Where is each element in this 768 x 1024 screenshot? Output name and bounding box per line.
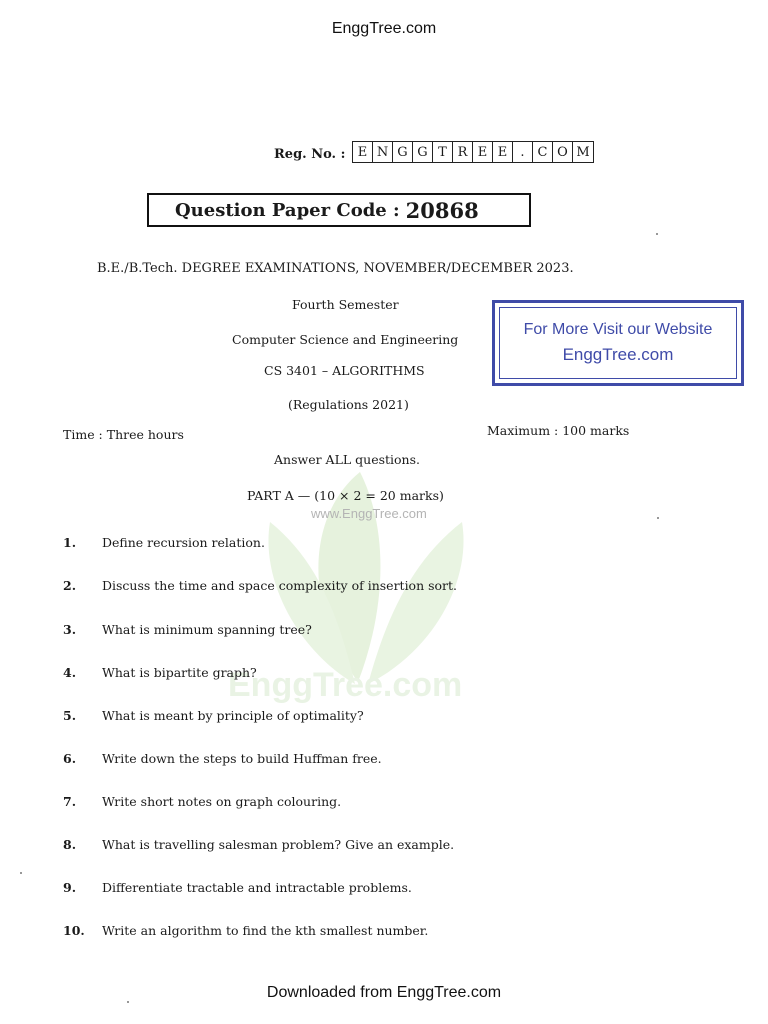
question-text: What is travelling salesman problem? Give an example. xyxy=(102,837,455,852)
question-item xyxy=(0,708,768,728)
scan-speck xyxy=(656,233,658,235)
regulations: (Regulations 2021) xyxy=(288,397,409,412)
time-allowed: Time : Three hours xyxy=(63,427,184,442)
reg-box: . xyxy=(513,142,533,162)
reg-box: R xyxy=(453,142,473,162)
question-number: 3. xyxy=(63,622,77,637)
question-number: 10. xyxy=(63,923,85,938)
reg-no-boxes xyxy=(352,141,594,163)
reg-box: T xyxy=(433,142,453,162)
question-item xyxy=(0,837,768,857)
question-number: 5. xyxy=(63,708,77,723)
reg-box: C xyxy=(533,142,553,162)
question-number: 2. xyxy=(63,578,77,593)
question-item xyxy=(0,794,768,814)
exam-title: B.E./B.Tech. DEGREE EXAMINATIONS, NOVEMBER/DECEMBER 2023. xyxy=(97,261,574,276)
question-text: Write an algorithm to find the kth smallest number. xyxy=(102,923,429,938)
question-item xyxy=(0,751,768,771)
promo-line-2: EnggTree.com xyxy=(562,345,674,364)
reg-box: N xyxy=(373,142,393,162)
watermark-big-text: EnggTree.com xyxy=(228,666,463,704)
part-a-heading: PART A — (10 × 2 = 20 marks) xyxy=(247,488,444,503)
reg-box: O xyxy=(553,142,573,162)
question-number: 1. xyxy=(63,535,77,550)
watermark-url: www.EnggTree.com xyxy=(311,506,427,521)
question-item xyxy=(0,578,768,598)
question-item xyxy=(0,535,768,555)
question-paper-code-box xyxy=(147,193,531,227)
promo-line-1: For More Visit our Website xyxy=(523,321,713,338)
reg-box: M xyxy=(576,144,590,160)
question-text: Write down the steps to build Huffman free. xyxy=(102,751,382,766)
question-text: Define recursion relation. xyxy=(102,535,265,550)
question-text: What is bipartite graph? xyxy=(102,665,257,680)
semester: Fourth Semester xyxy=(292,297,399,312)
reg-box: E xyxy=(353,142,373,162)
question-number: 8. xyxy=(63,837,77,852)
reg-box: G xyxy=(393,142,413,162)
promo-inner-frame xyxy=(499,307,737,379)
question-item xyxy=(0,622,768,642)
question-text: Write short notes on graph colouring. xyxy=(102,794,342,809)
reg-box: E xyxy=(473,142,493,162)
question-text: What is minimum spanning tree? xyxy=(102,622,312,637)
maximum-marks: Maximum : 100 marks xyxy=(487,423,630,438)
scan-speck xyxy=(20,872,22,874)
question-number: 7. xyxy=(63,794,77,809)
question-number: 9. xyxy=(63,880,77,895)
question-text: What is meant by principle of optimality? xyxy=(102,708,364,723)
footer-download-text: Downloaded from EnggTree.com xyxy=(266,984,502,1001)
reg-no-label: Reg. No. : xyxy=(274,147,346,162)
question-number: 6. xyxy=(63,751,77,766)
subject: CS 3401 – ALGORITHMS xyxy=(264,363,425,378)
question-text: Differentiate tractable and intractable problems. xyxy=(102,880,412,895)
paper-code-value: 20868 xyxy=(405,197,479,223)
reg-box: E xyxy=(493,142,513,162)
instruction: Answer ALL questions. xyxy=(274,452,420,467)
department: Computer Science and Engineering xyxy=(232,332,459,347)
paper-code-label: Question Paper Code : xyxy=(175,199,400,221)
question-text: Discuss the time and space complexity of insertion sort. xyxy=(102,578,458,593)
question-number: 4. xyxy=(63,665,77,680)
question-item xyxy=(0,923,768,943)
header-site-name: EnggTree.com xyxy=(331,20,437,37)
question-item xyxy=(0,665,768,685)
reg-box: G xyxy=(413,142,433,162)
scan-speck xyxy=(127,1001,129,1003)
scan-speck xyxy=(657,517,659,519)
question-item xyxy=(0,880,768,900)
promo-box[interactable] xyxy=(492,300,744,386)
